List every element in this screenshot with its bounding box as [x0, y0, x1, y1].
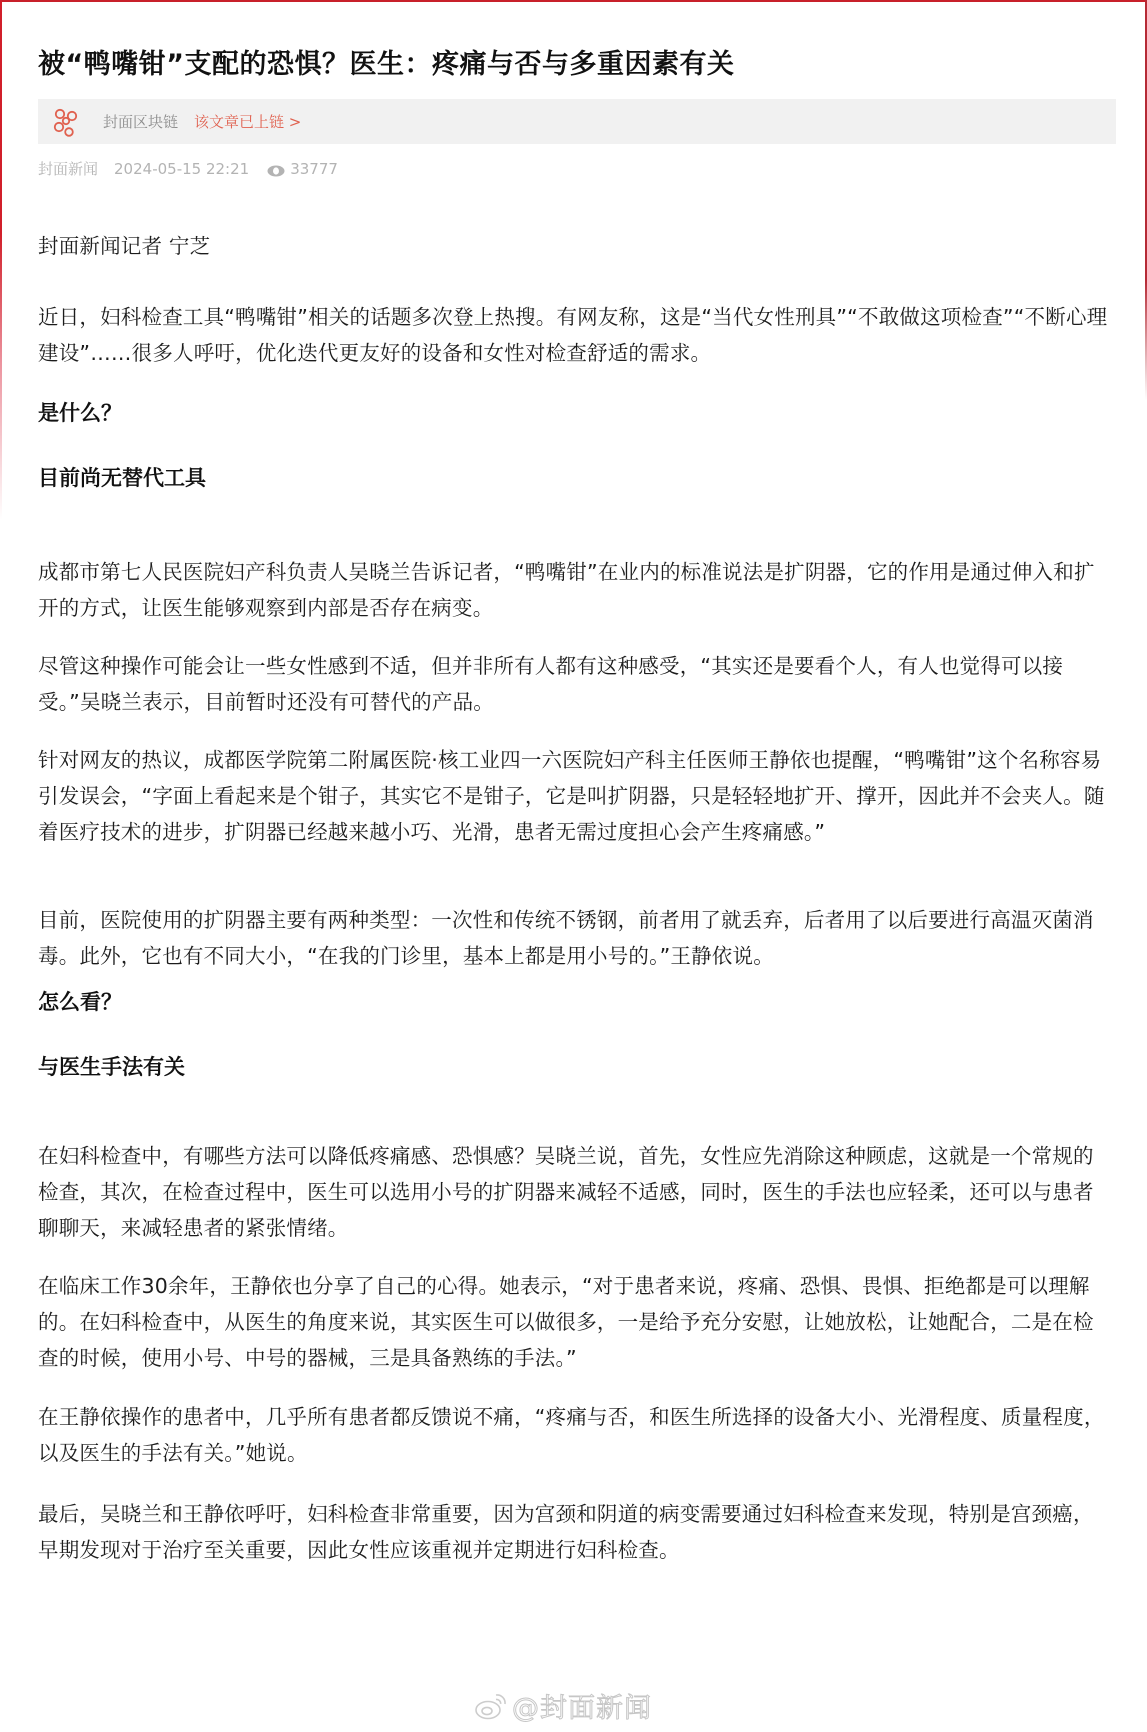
section-heading: 怎么看？ [38, 990, 122, 1014]
blockchain-network-icon [51, 106, 83, 138]
article-title: 被“鸭嘴钳”支配的恐惧？医生：疼痛与否与多重因素有关 [38, 49, 735, 80]
eye-icon [267, 163, 285, 175]
paragraph: 目前，医院使用的扩阴器主要有两种类型：一次性和传统不锈钢，前者用了就丢弃，后者用了以后要进行高温灭菌消毒。此外，它也有不同大小，“在我的门诊里，基本上都是用小号的。”王静依说。 [38, 908, 1094, 968]
publish-datetime: 2024-05-15 22:21 [114, 159, 250, 178]
blockchain-bar [38, 99, 1116, 144]
paragraph: 在临床工作30余年，王静依也分享了自己的心得。她表示，“对于患者来说，疼痛、恐惧、畏惧、拒绝都是可以理解的。在妇科检查中，从医生的角度来说，其实医生可以做很多，一是给予充分安慰，让她放松，让她配合，二是在检查的时候，使用小号、中号的器械，三是具备熟练的手法。” [38, 1274, 1094, 1370]
subsection-heading: 目前尚无替代工具 [38, 466, 206, 490]
paragraph: 在妇科检查中，有哪些方法可以降低疼痛感、恐惧感？吴晓兰说，首先，女性应先消除这种顾虑，这就是一个常规的检查，其次，在检查过程中，医生可以选用小号的扩阴器来减轻不适感，同时，医生的手法也应轻柔，还可以与患者聊聊天，来减轻患者的紧张情绪。 [38, 1144, 1094, 1240]
frame-left-border [0, 0, 2, 520]
watermark [474, 1686, 652, 1725]
blockchain-name: 封面区块链 [103, 113, 179, 131]
paragraph: 尽管这种操作可能会让一些女性感到不适，但并非所有人都有这种感受，“其实还是要看个人，有人也觉得可以接受。”吴晓兰表示，目前暂时还没有可替代的产品。 [38, 654, 1064, 714]
view-count: 33777 [290, 159, 338, 178]
subsection-heading: 与医生手法有关 [38, 1055, 185, 1079]
paragraph: 针对网友的热议，成都医学院第二附属医院·核工业四一六医院妇产科主任医师王静依也提醒，“鸭嘴钳”这个名称容易引发误会，“字面上看起来是个钳子，其实它不是钳子，它是叫扩阴器，只是轻轻地扩开、撑开，因此并不会夹人。随着医疗技术的进步，扩阴器已经越来越小巧、光滑，患者无需过度担心会产生疼痛感。” [38, 748, 1105, 844]
on-chain-link[interactable]: 该文章已上链 > [194, 113, 302, 131]
watermark-text: @封面新闻 [512, 1693, 652, 1724]
weibo-logo-icon [474, 1691, 508, 1721]
paragraph: 最后，吴晓兰和王静依呼吁，妇科检查非常重要，因为宫颈和阴道的病变需要通过妇科检查来发现，特别是宫颈癌，早期发现对于治疗至关重要，因此女性应该重视并定期进行妇科检查。 [38, 1502, 1094, 1562]
source-label: 封面新闻 [38, 160, 99, 178]
section-heading: 是什么？ [38, 401, 122, 425]
paragraph: 近日，妇科检查工具“鸭嘴钳”相关的话题多次登上热搜。有网友称，这是“当代女性刑具”“不敢做这项检查”“不断心理建设”……很多人呼吁，优化迭代更友好的设备和女性对检查舒适的需求。 [38, 305, 1108, 365]
paragraph: 成都市第七人民医院妇产科负责人吴晓兰告诉记者，“鸭嘴钳”在业内的标准说法是扩阴器，它的作用是通过伸入和扩开的方式，让医生能够观察到内部是否存在病变。 [38, 560, 1095, 620]
article-meta [38, 158, 338, 179]
byline: 封面新闻记者 宁芝 [38, 234, 211, 258]
paragraph: 在王静依操作的患者中，几乎所有患者都反馈说不痛，“疼痛与否，和医生所选择的设备大小、光滑程度、质量程度，以及医生的手法有关。”她说。 [38, 1405, 1105, 1465]
frame-top-border [0, 0, 1147, 2]
